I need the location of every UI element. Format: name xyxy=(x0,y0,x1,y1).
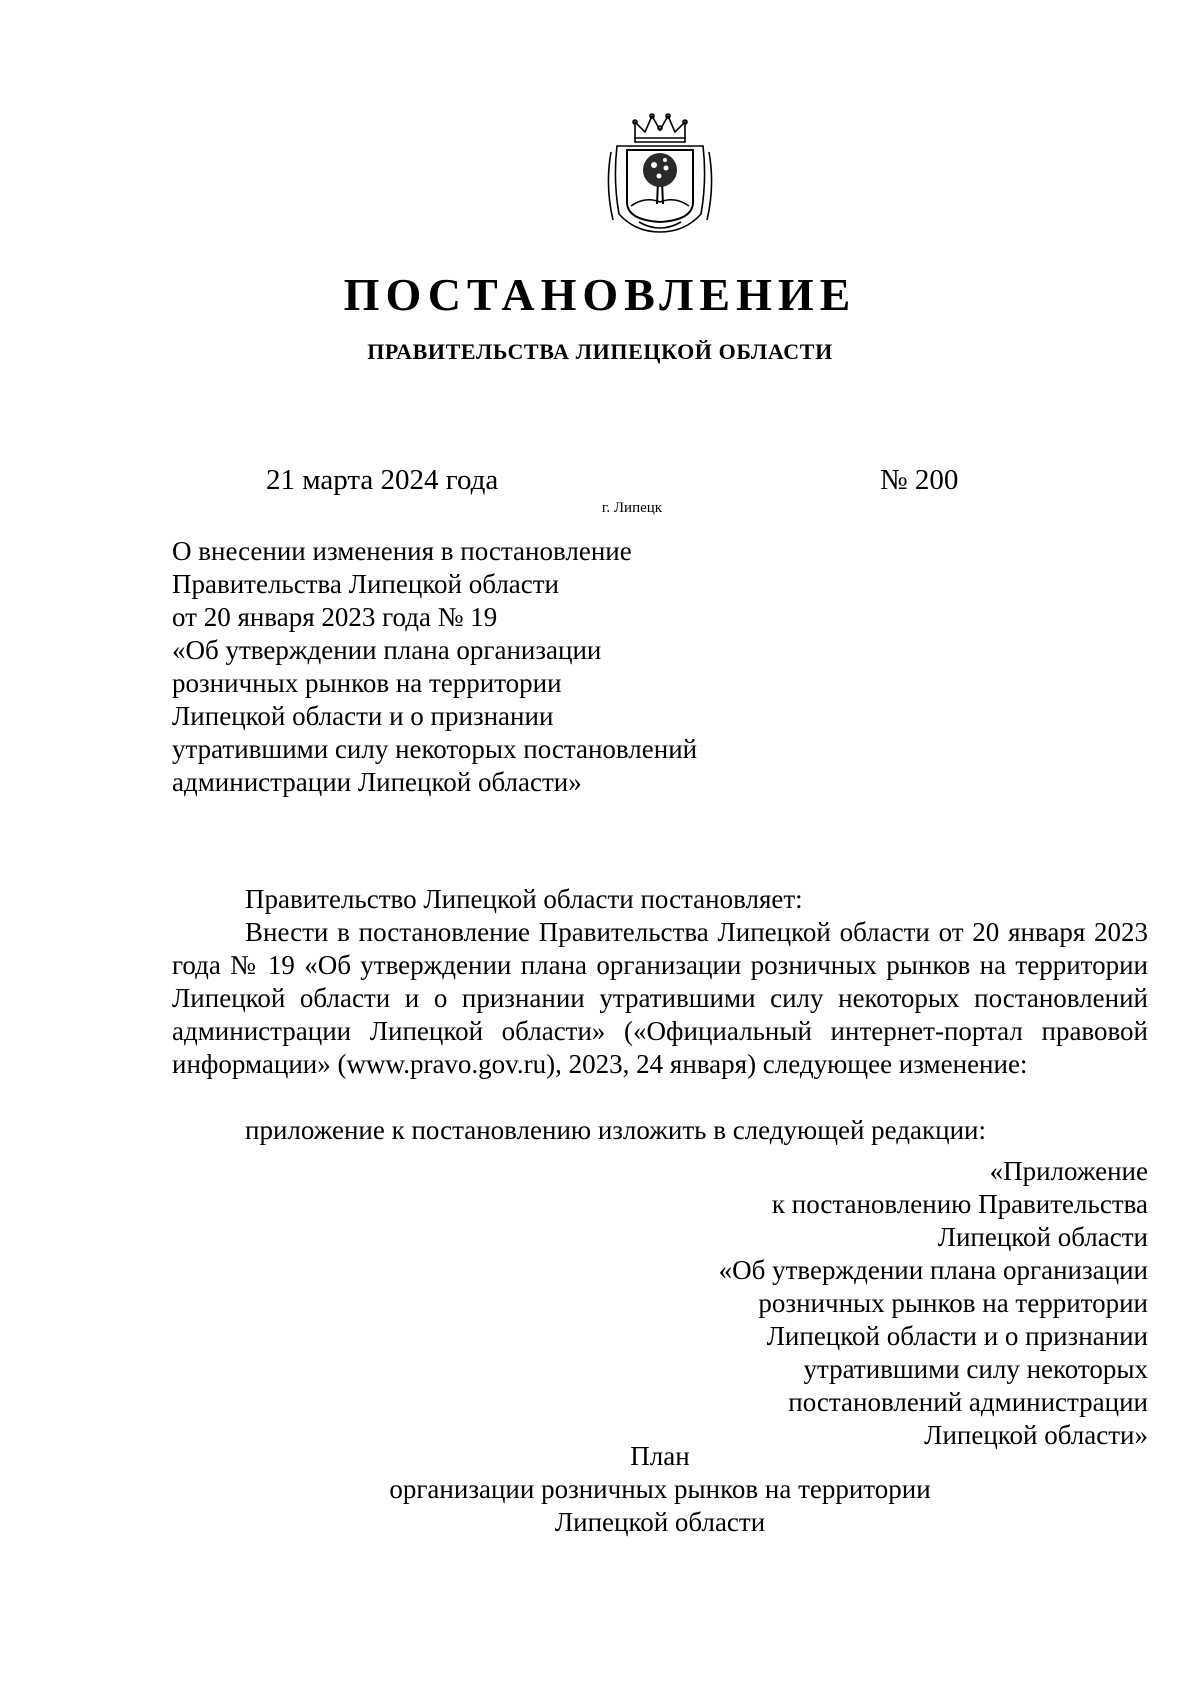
resolution-instruction: приложение к постановлению изложить в следующей редакции: xyxy=(245,1115,986,1145)
document-type-title: ПОСТАНОВЛЕНИЕ xyxy=(343,269,857,320)
subject-line: розничных рынков на территории xyxy=(172,668,562,698)
subject-line: Правительства Липецкой области xyxy=(172,569,560,599)
document-place: г. Липецк xyxy=(601,500,663,516)
plan-title-line: организации розничных рынков на территории xyxy=(389,1474,931,1504)
subject-line: утратившими силу некоторых постановлений xyxy=(172,734,698,764)
lipetsk-region-coat-of-arms-icon xyxy=(605,110,715,238)
appendix-line: постановлений администрации xyxy=(788,1387,1148,1417)
appendix-line: Липецкой области и о признании xyxy=(766,1321,1148,1351)
document-date: 21 марта 2024 года xyxy=(266,464,499,496)
subject-line: от 20 января 2023 года № 19 xyxy=(172,602,498,632)
document-number: № 200 xyxy=(880,464,959,496)
plan-title-line: Липецкой области xyxy=(554,1507,766,1537)
resolution-lead: Правительство Липецкой области постановляет: xyxy=(245,884,803,914)
appendix-line: «Об утверждении плана организации xyxy=(718,1255,1148,1285)
appendix-line: Липецкой области» xyxy=(924,1420,1148,1450)
subject-line: Липецкой области и о признании xyxy=(172,701,554,731)
appendix-header xyxy=(719,1155,1148,1452)
appendix-line: Липецкой области xyxy=(937,1222,1148,1252)
appendix-line: «Приложение xyxy=(989,1156,1148,1186)
resolution-paragraph: Внести в постановление Правительства Липецкой области от 20 января 2023 года № 19 «Об утверждении плана организации розничных рынков на территории Липецкой области и о признании утратившими силу некоторых постановлений администрации Липецкой области» («Официальный интернет-портал правовой информации» (www.pravo.gov.ru), 2023, 24 января) следующее изменение: xyxy=(172,917,1148,1079)
subject-line: «Об утверждении плана организации xyxy=(172,635,602,665)
appendix-line: утратившими силу некоторых xyxy=(803,1354,1148,1384)
plan-title-line: План xyxy=(630,1441,690,1471)
issuer-name: ПРАВИТЕЛЬСТВА ЛИПЕЦКОЙ ОБЛАСТИ xyxy=(367,339,833,364)
subject-line: О внесении изменения в постановление xyxy=(172,536,632,566)
plan-title xyxy=(0,1440,1200,1539)
appendix-line: к постановлению Правительства xyxy=(771,1189,1148,1219)
appendix-line: розничных рынков на территории xyxy=(758,1288,1148,1318)
subject-line: администрации Липецкой области» xyxy=(172,767,582,797)
document-subject xyxy=(172,535,697,799)
